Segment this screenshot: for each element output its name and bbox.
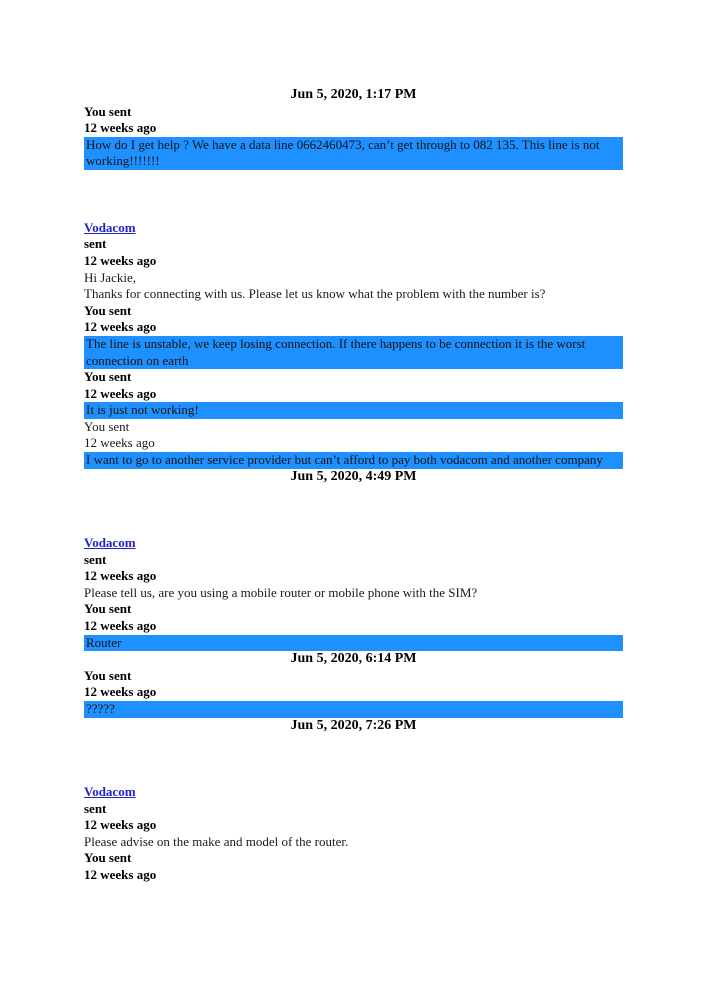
sender-label: You sent (84, 667, 132, 683)
sender-label: sent (84, 236, 107, 252)
timestamp-label: 12 weeks ago (84, 319, 157, 335)
message-text: Please tell us, are you using a mobile router or mobile phone with the SIM? (84, 584, 478, 600)
sender-profile-link[interactable]: Vodacom (84, 535, 136, 551)
message-highlighted: ????? (84, 701, 623, 718)
spacer-line (84, 734, 623, 751)
spacer-line (84, 187, 623, 204)
timestamp-label: 12 weeks ago (84, 385, 157, 401)
message-highlighted: The line is unstable, we keep losing connection. If there happens to be connection it is the worst connection on earth (84, 336, 623, 369)
spacer-line (84, 767, 623, 784)
spacer-line (84, 502, 623, 519)
spacer-line (84, 485, 623, 502)
sender-label: sent (84, 800, 107, 816)
date-header: Jun 5, 2020, 6:14 PM (290, 651, 417, 667)
sender-line (84, 784, 623, 801)
timestamp-label: 12 weeks ago (84, 120, 157, 136)
message-highlighted: Router (84, 635, 623, 652)
timestamp-label: 12 weeks ago (84, 817, 157, 833)
spacer-line (84, 203, 623, 220)
sender-profile-link[interactable]: Vodacom (84, 219, 136, 235)
conversation-transcript (84, 87, 623, 884)
spacer-line (84, 170, 623, 187)
sender-label: You sent (84, 850, 132, 866)
spacer-line (84, 518, 623, 535)
spacer-line (84, 751, 623, 768)
timestamp-label: 12 weeks ago (84, 568, 157, 584)
message-highlighted: How do I get help ? We have a data line 0662460473, can’t get through to 082 135. This line is not working!!!!!!! (84, 137, 623, 170)
date-header: Jun 5, 2020, 1:17 PM (290, 87, 417, 102)
sender-profile-link[interactable]: Vodacom (84, 783, 136, 799)
timestamp-label: 12 weeks ago (84, 252, 157, 268)
sender-label: You sent (84, 103, 132, 119)
sender-label: You sent (84, 369, 132, 385)
message-highlighted: It is just not working! (84, 402, 623, 419)
sender-line (84, 535, 623, 552)
sender-label: You sent (84, 601, 132, 617)
sender-line (84, 220, 623, 237)
sender-label: You sent (84, 302, 132, 318)
timestamp-label: 12 weeks ago (84, 866, 157, 882)
timestamp-label: 12 weeks ago (84, 684, 157, 700)
message-text: Thanks for connecting with us. Please let us know what the problem with the number is? (84, 286, 546, 302)
message-text: Hi Jackie, (84, 269, 136, 285)
sender-label: You sent (84, 418, 130, 434)
sender-label: sent (84, 551, 107, 567)
timestamp-label: 12 weeks ago (84, 618, 157, 633)
timestamp-label: 12 weeks ago (84, 435, 155, 451)
message-text: Please advise on the make and model of the router. (84, 833, 349, 849)
date-header: Jun 5, 2020, 7:26 PM (290, 717, 417, 733)
message-highlighted: I want to go to another service provider but can’t afford to pay both vodacom and another company (84, 452, 623, 469)
date-header: Jun 5, 2020, 4:49 PM (290, 468, 417, 484)
